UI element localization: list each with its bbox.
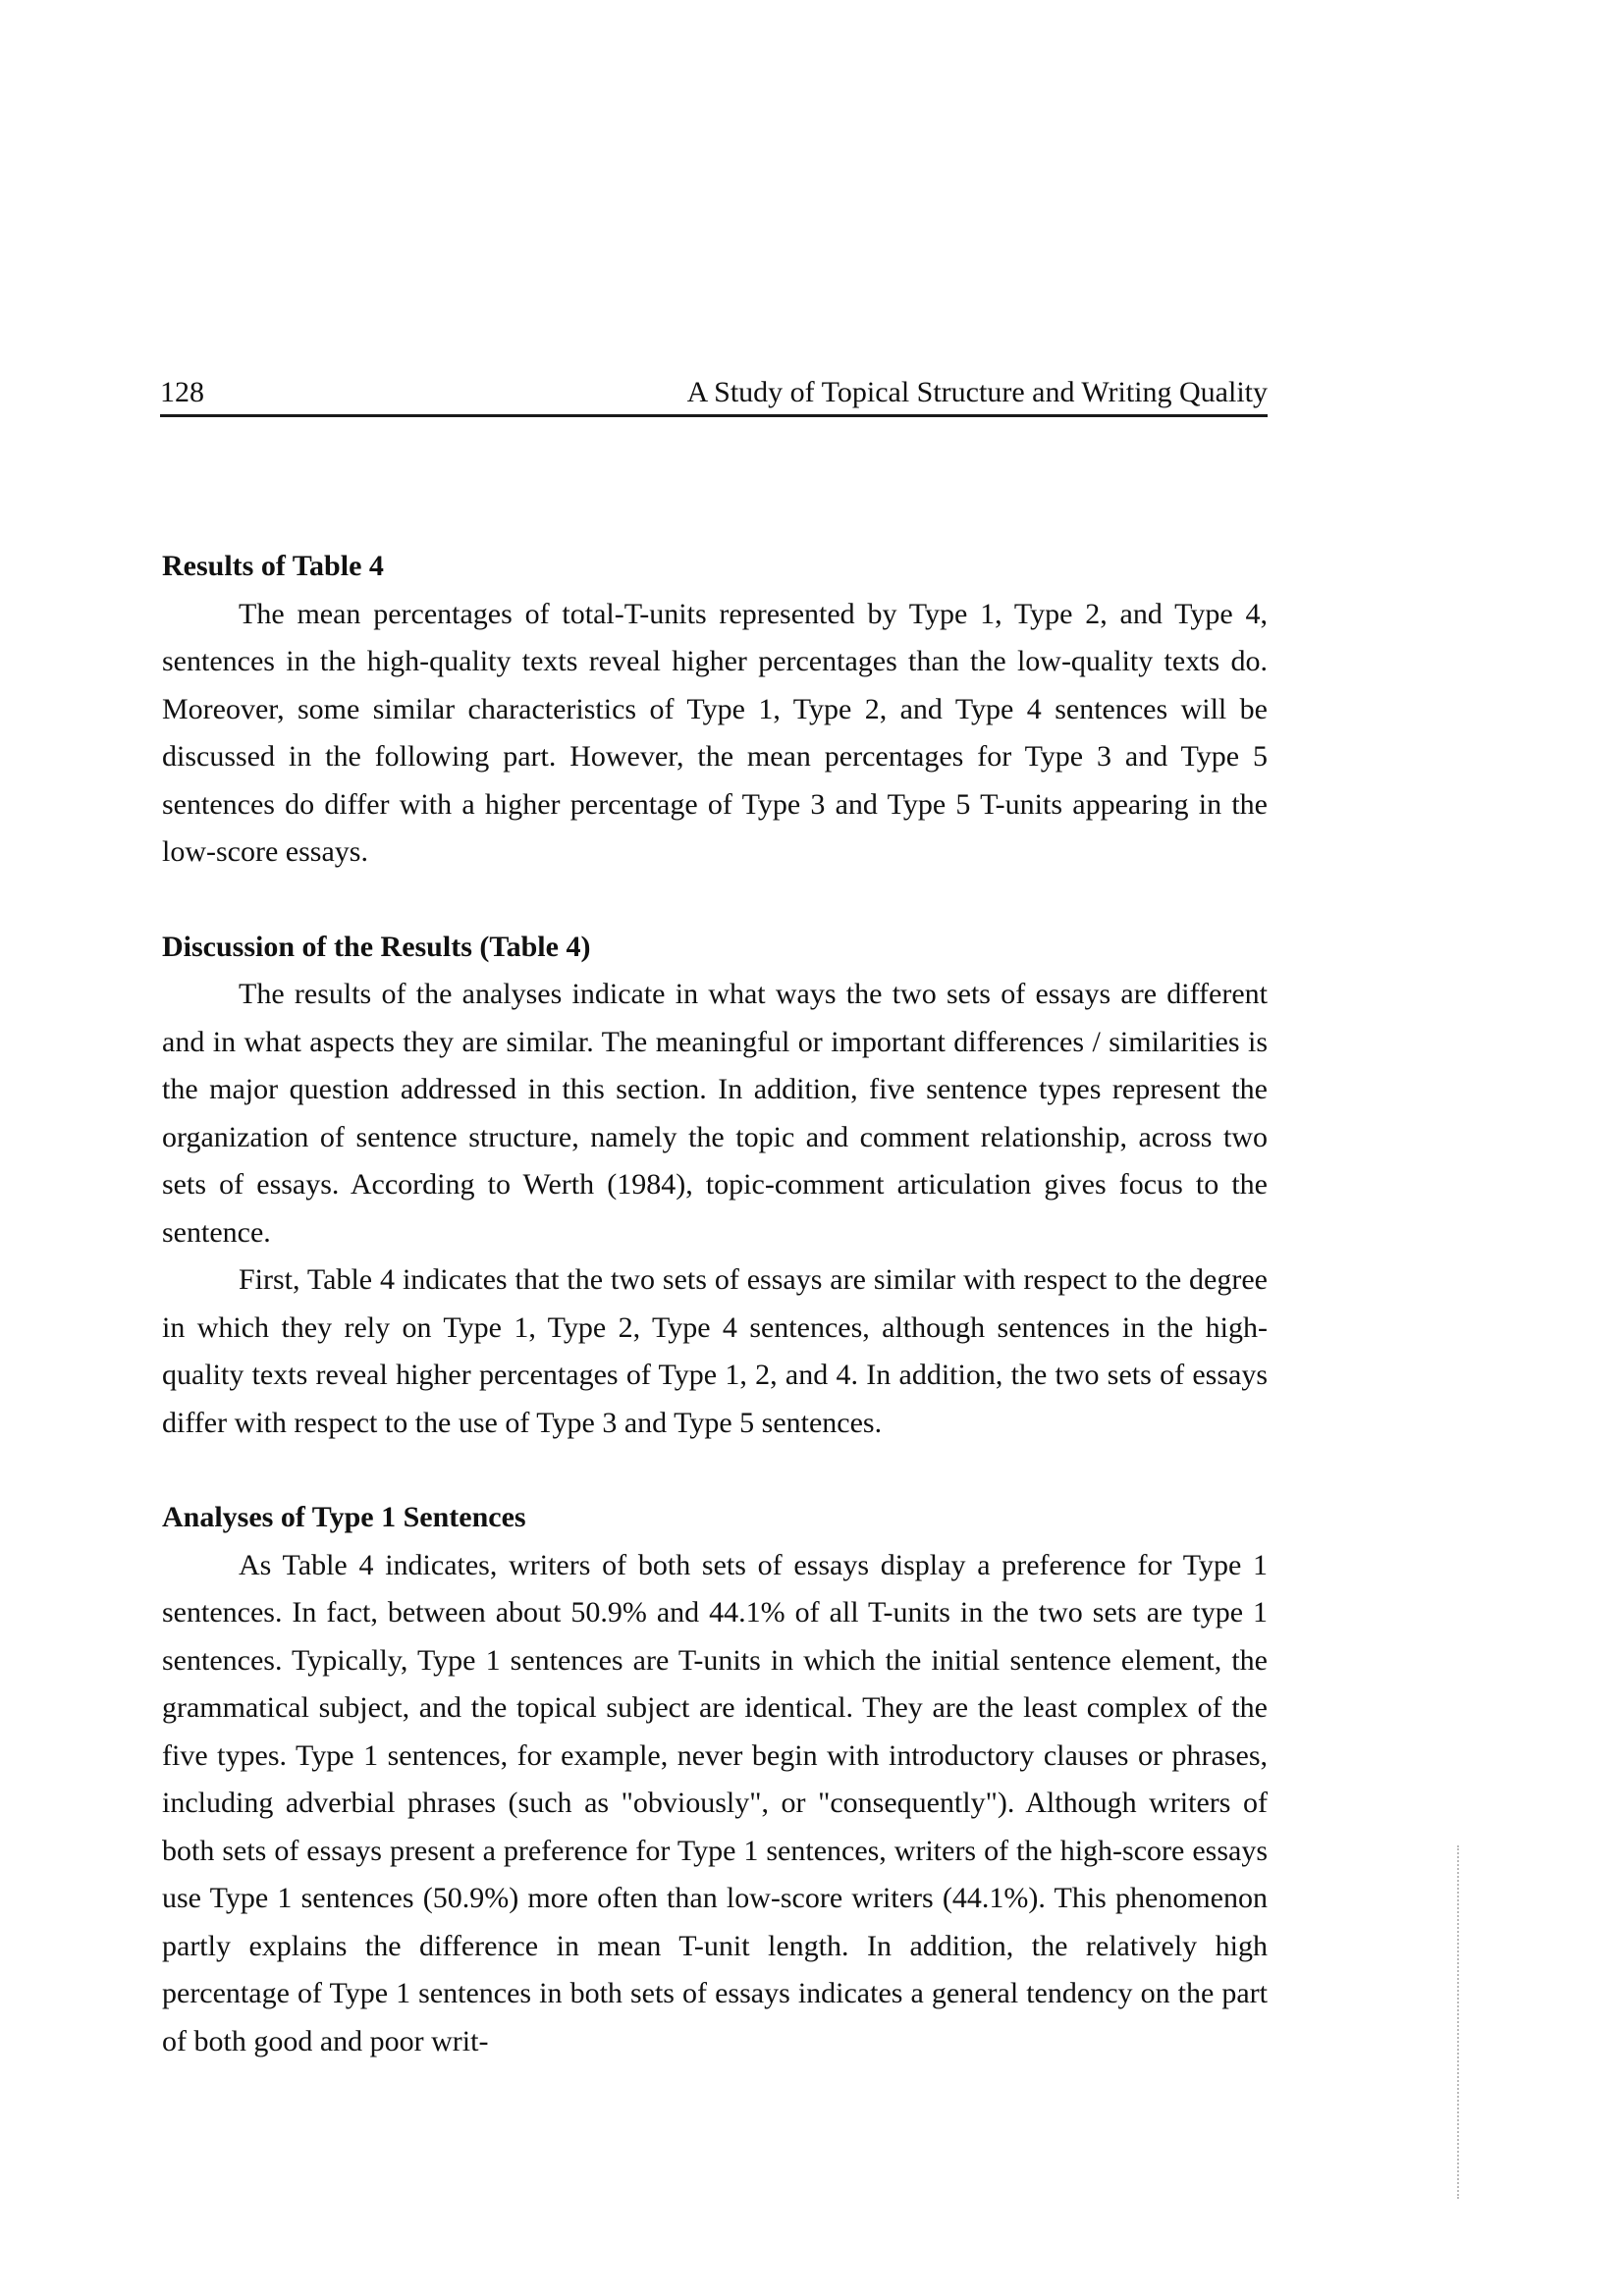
section-discussion-of-results xyxy=(162,924,1268,1448)
running-header xyxy=(160,371,1268,417)
section-heading: Analyses of Type 1 Sentences xyxy=(162,1501,526,1533)
scan-margin-mark xyxy=(1457,1845,1459,2199)
section-results-of-table-4 xyxy=(162,543,1268,877)
page-number: 128 xyxy=(160,376,204,408)
section-analyses-of-type-1 xyxy=(162,1494,1268,2065)
paragraph: As Table 4 indicates, writers of both sets of essays display a preference for Type 1 sentences. In fact, between about 50.9% and 44.1% of all T-units in the two sets are type 1 sentences. Typically, Type 1 sentences are T-units in which the initial sentence element, the grammatical subject, and the topical subject are identical. They are the least complex of the five types. Type 1 sentences, for example, never begin with introductory clauses or phrases, including adverbial phrases (such as "obviously", or "consequently"). Although writers of both sets of essays present a preference for Type 1 sentences, writers of the high-score essays use Type 1 sentences (50.9%) more often than low-score writers (44.1%). This phenomenon partly explains the difference in mean T-unit length. In addition, the relatively high percentage of Type 1 sentences in both sets of essays indicates a general tendency on the part of both good and poor writ- xyxy=(162,1548,1268,2057)
paragraph: First, Table 4 indicates that the two sets of essays are similar with respect to the degree in which they rely on Type 1, Type 2, Type 4 sentences, although sentences in the high-quality texts reveal higher percentages of Type 1, 2, and 4. In addition, the two sets of essays differ with respect to the use of Type 3 and Type 5 sentences. xyxy=(162,1263,1268,1439)
running-title: A Study of Topical Structure and Writing Quality xyxy=(686,376,1268,408)
section-heading: Results of Table 4 xyxy=(162,550,384,582)
paragraph: The mean percentages of total-T-units represented by Type 1, Type 2, and Type 4, sentences in the high-quality texts reveal higher percentages than the low-quality texts do. Moreover, some similar characteristics of Type 1, Type 2, and Type 4 sentences will be discussed in the following part. However, the mean percentages for Type 3 and Type 5 sentences do differ with a higher percentage of Type 3 and Type 5 T-units appearing in the low-score essays. xyxy=(162,597,1268,868)
paragraph: The results of the analyses indicate in what ways the two sets of essays are different and in what aspects they are similar. The meaningful or important differences / similarities is the major question addressed in this section. In addition, five sentence types represent the organization of sentence structure, namely the topic and comment relationship, across two sets of essays. According to Werth (1984), topic-comment articulation gives focus to the sentence. xyxy=(162,978,1268,1249)
body-text xyxy=(162,543,1268,2112)
section-heading: Discussion of the Results (Table 4) xyxy=(162,930,591,963)
